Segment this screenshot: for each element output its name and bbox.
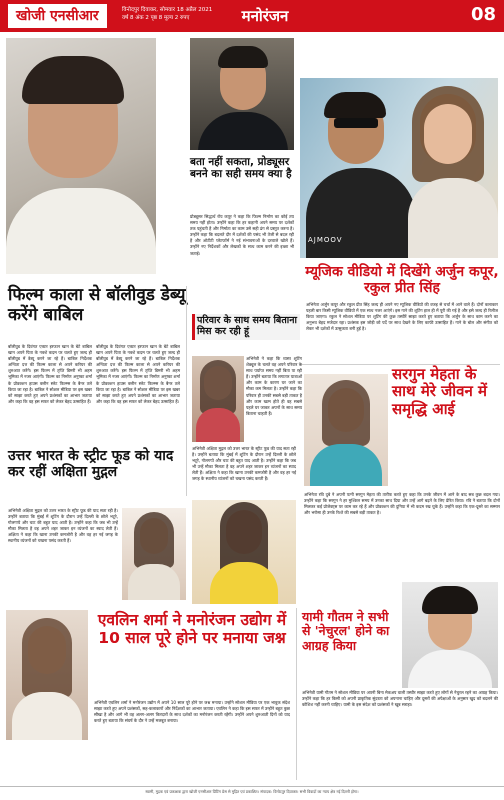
family-body: अभिनेत्री ने कहा कि व्यस्त शूटिंग शेड्यूल के चलते वह अपने परिवार के साथ पर्याप्त समय नहीं बिता पा रही हैं। उन्होंने बताया कि लगातार यात्राओं और काम के कारण घर जाने का मौका कम मिलता है। उन्होंने कहा कि परिवार ही उनकी सबसे बड़ी ताकत है और काम खत्म होते ही वह सबसे पहले घर जाकर अपनों के साथ समय बिताना चाहती हैं।: [246, 356, 302, 416]
video-watermark: AJMOOV: [308, 236, 343, 244]
actress-photo: [192, 356, 244, 442]
babil-headline: फिल्म काला से बॉलीवुड डेब्यू करेंगे बाबिल: [8, 285, 186, 325]
akshita-body: अभिनेत्री अक्षिता मुद्गल को उत्तर भारत के स्ट्रीट फूड की याद सता रही है। उन्होंने बताया कि मुंबई में शूटिंग के दौरान उन्हें दिल्ली के छोले भटूरे, गोलगप्पे और चाट की बहुत याद आती है। उन्होंने कहा कि जब भी उन्हें मौका मिलता है वह अपने शहर जाकर इन व्यंजनों का स्वाद लेती हैं। अक्षिता ने कहा कि खाना उनकी कमजोरी है और वह हर नई जगह के स्थानीय व्यंजनों को चखना पसंद करती हैं।: [8, 508, 118, 544]
akshita-body-cont: अभिनेत्री अक्षिता मुद्गल को उत्तर भारत के स्ट्रीट फूड की याद सता रही है। उन्होंने बताया कि मुंबई में शूटिंग के दौरान उन्हें दिल्ली के छोले भटूरे, गोलगप्पे और चाट की बहुत याद आती है। उन्होंने कहा कि जब भी उन्हें मौका मिलता है वह अपने शहर जाकर इन व्यंजनों का स्वाद लेती हैं। अक्षिता ने कहा कि खाना उनकी कमजोरी है और वह हर नई जगह के स्थानीय व्यंजनों को चखना पसंद करती हैं।: [192, 446, 296, 482]
yami-body: अभिनेत्री यामी गौतम ने सोशल मीडिया पर अपनी बिना मेकअप वाली तस्वीर साझा करते हुए लोगों से नेचुरल रहने का आग्रह किया। उन्होंने कहा कि हर किसी को अपनी प्राकृतिक सुंदरता को अपनाना चाहिए और दूसरों की अपेक्षाओं के अनुसार खुद को बदलने की कोशिश नहीं करनी चाहिए। यामी के इस संदेश को प्रशंसकों ने खूब सराहा।: [302, 690, 498, 708]
section-title: मनोरंजन: [241, 7, 289, 25]
dateline-date: विनोदपुर दिवाकर, सोमवार 18 अप्रैल 2021: [122, 7, 213, 13]
babil-photo: [6, 38, 156, 274]
actor-photo: [402, 582, 498, 688]
newspaper-logo: खोजी एनसीआर: [8, 4, 107, 28]
evelyn-photo: [6, 610, 88, 740]
akshita-photo: [192, 500, 296, 604]
sargun-headline: सरगुन मेहता के साथ मेरे जीवन में समृद्धि आई: [392, 365, 488, 418]
evelyn-body: अभिनेत्री एवलिन शर्मा ने मनोरंजन उद्योग में अपने 10 साल पूरे होने पर जश्न मनाया। उन्होंने सोशल मीडिया पर एक भावुक संदेश साझा करते हुए अपने प्रशंसकों, सह-कलाकारों और निर्देशकों का आभार जताया। एवलिन ने कहा कि इस सफर में उन्होंने बहुत कुछ सीखा है और आगे भी वह अलग-अलग किरदारों के साथ दर्शकों का मनोरंजन करती रहेंगी। उन्होंने अपने शुरुआती दिनों को याद करते हुए बताया कि संघर्ष के दौर ने उन्हें मजबूत बनाया।: [94, 700, 290, 724]
sargun-body: अभिनेता रवि दुबे ने अपनी पत्नी सरगुन मेहता की तारीफ करते हुए कहा कि उनके जीवन में आने के बाद सब कुछ बदल गया। उन्होंने कहा कि सरगुन ने हर मुश्किल समय में उनका साथ दिया और उन्हें आगे बढ़ने के लिए प्रेरित किया। रवि ने बताया कि दोनों मिलकर कई प्रोजेक्ट्स पर काम कर रहे हैं और प्रोडक्शन की दुनिया में भी कदम रख चुके हैं। उन्होंने कहा कि एक-दूसरे का सम्मान और भरोसा ही उनके रिश्ते की सबसे बड़ी ताकत है।: [304, 492, 500, 516]
babil-body: बॉलीवुड के दिवंगत एक्टर इरफान खान के बेटे बाबिल खान अपने पिता के नक्शे कदम पर चलते हुए जल्द ही बॉलीवुड में डेब्यू करने जा रहे हैं। बाबिल निर्देशक अन्विता दत्त की फिल्म काला से अपने करियर की शुरुआत करेंगे। इस फिल्म में तृप्ति डिमरी भी अहम भूमिका में नजर आएंगी। फिल्म का निर्माण अनुष्का शर्मा के प्रोडक्शन हाउस क्लीन स्लेट फिल्म्स के बैनर तले किया जा रहा है। बाबिल ने सोशल मीडिया पर इस खबर को साझा करते हुए अपने प्रशंसकों का आभार जताया और कहा कि वह इस सफर को लेकर बेहद उत्साहित हैं।: [8, 344, 92, 404]
family-headline: परिवार के साथ समय बिताना मिस कर रही हूं: [192, 314, 300, 340]
evelyn-headline: एवलिन शर्मा ने मनोरंजन उद्योग में 10 साल पूरे होने पर मनाया जश्न: [97, 611, 287, 647]
arjun-rakul-photo: [300, 78, 498, 258]
siddharth-photo: [190, 38, 294, 150]
babil-body-cont: बॉलीवुड के दिवंगत एक्टर इरफान खान के बेटे बाबिल खान अपने पिता के नक्शे कदम पर चलते हुए जल्द ही बॉलीवुड में डेब्यू करने जा रहे हैं। बाबिल निर्देशक अन्विता दत्त की फिल्म काला से अपने करियर की शुरुआत करेंगे। इस फिल्म में तृप्ति डिमरी भी अहम भूमिका में नजर आएंगी। फिल्म का निर्माण अनुष्का शर्मा के प्रोडक्शन हाउस क्लीन स्लेट फिल्म्स के बैनर तले किया जा रहा है। बाबिल ने सोशल मीडिया पर इस खबर को साझा करते हुए अपने प्रशंसकों का आभार जताया और कहा कि वह इस सफर को लेकर बेहद उत्साहित हैं।: [96, 344, 180, 404]
akshita-headline: उत्तर भारत के स्ट्रीट फूड को याद कर रहीं अक्षिता मुद्गल: [8, 448, 174, 481]
yami-headline: यामी गौतम ने सभी से 'नेचुरल' होने का आग्रह किया: [302, 609, 390, 653]
dateline-issue: वर्ष 8 अंक 2 पृष्ठ 8 मूल्य 2 रुपए: [122, 15, 190, 21]
siddharth-body: प्रोड्यूसर सिद्धार्थ रॉय कपूर ने कहा कि फिल्म निर्माण का कोई तय समय नहीं होता। उन्होंने कहा कि हर कहानी अपने समय पर दर्शकों तक पहुंचती है और निर्माता का काम उसे सही ढंग से प्रस्तुत करना है। उन्होंने कहा कि बदलते दौर में दर्शकों की पसंद भी तेजी से बदल रही है और ओटीटी प्लेटफॉर्म ने नई संभावनाओं के दरवाजे खोले हैं। उन्होंने नए निर्देशकों और लेखकों के साथ काम करने की इच्छा भी जताई।: [190, 214, 294, 256]
imprint-footer: स्वामी, मुद्रक एवं प्रकाशक द्वारा खोजी एनसीआर प्रिंटिंग प्रेस से मुद्रित एवं प्रकाशित। संपादक: विनोदपुर दिवाकर। सभी विवादों का न्याय क्षेत्र नई दिल्ली होगा।: [0, 786, 504, 800]
arjun-body: अभिनेता अर्जुन कपूर और रकुल प्रीत सिंह जल्द ही अपने नए म्यूजिक वीडियो की वजह से चर्चा में आने वाले हैं। दोनों कलाकार पहली बार किसी म्यूजिक वीडियो में एक साथ नजर आएंगे। इस गाने की शूटिंग हाल ही में पूरी की गई है और इसे जल्द ही रिलीज किया जाएगा। रकुल ने सोशल मीडिया पर शूटिंग की कुछ तस्वीरें साझा करते हुए बताया कि अर्जुन के साथ काम करने का अनुभव बेहद मजेदार रहा। प्रशंसक इस जोड़ी को पर्दे पर साथ देखने के लिए काफी उत्साहित हैं। गाने के बोल और संगीत को लेकर भी दर्शकों में उत्सुकता बनी हुई है।: [306, 302, 498, 332]
siddharth-headline: बता नहीं सकता, प्रोड्यूसर बनने का सही समय क्या है: [190, 156, 292, 181]
page-number: 08: [470, 4, 496, 25]
yami-photo-small: [122, 508, 186, 600]
arjun-headline: म्यूजिक वीडियो में दिखेंगे अर्जुन कपूर, रकुल प्रीत सिंह: [305, 264, 499, 297]
sargun-photo: [304, 374, 388, 486]
yami-rule: [296, 608, 297, 780]
